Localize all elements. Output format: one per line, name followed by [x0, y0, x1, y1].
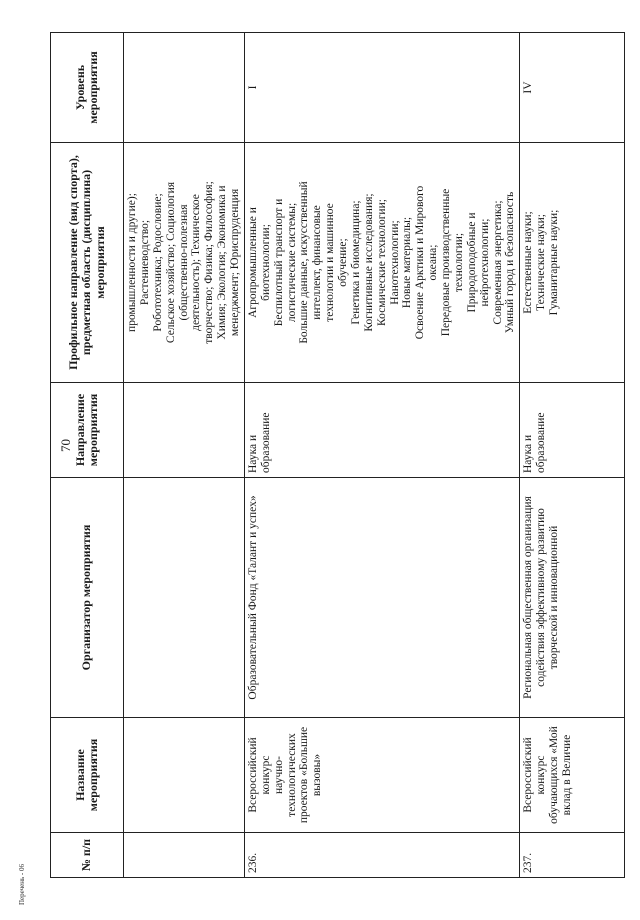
name-line: Всероссийский конкурс: [246, 737, 272, 813]
profile-line: интеллект, финансовые: [311, 205, 324, 320]
profile-line: Освоение Арктики и Мирового: [414, 185, 427, 340]
cell-direction: [520, 383, 625, 478]
profile-line: Современная энергетика;: [491, 200, 504, 325]
profile-line: океана;: [427, 244, 440, 281]
cell-name: [520, 718, 625, 833]
cell-num: 237.: [520, 833, 625, 878]
profile-line: Химия; Экология; Экономика и: [216, 185, 229, 340]
profile-line: Беспилотный транспорт и: [272, 198, 285, 327]
profile-line: Растениеводство;: [138, 219, 151, 306]
events-table: [50, 32, 625, 878]
header-organizer: Организатор мероприятия: [51, 478, 124, 718]
name-line: Всероссийский конкурс: [522, 737, 548, 813]
header-direction: Направление мероприятия: [51, 383, 124, 478]
name-line: проектов «Большие: [298, 726, 311, 824]
organizer-line: творческой и инновационной: [548, 525, 560, 670]
header-level: Уровень мероприятия: [51, 33, 124, 143]
profile-line: творчество; Физика; Философия;: [203, 181, 216, 344]
profile-line: Передовые производственные: [440, 188, 452, 337]
cell-num: [124, 833, 245, 878]
profile-line: обучение;: [337, 238, 349, 287]
page-number: 70: [58, 439, 73, 452]
profile-line: Умный город и безопасность: [504, 191, 517, 334]
profile-line: нейротехнологии;: [478, 218, 491, 307]
profile-line: деятельность); Техническое: [190, 194, 203, 331]
rotated-table-wrapper: [50, 33, 620, 878]
cell-name: [244, 718, 519, 833]
cell-profile: [244, 143, 519, 383]
cell-direction: [244, 383, 519, 478]
table-row: [520, 33, 625, 878]
profile-line: менеджмент; Юриспруденция: [229, 188, 241, 337]
cell-num: 236.: [244, 833, 519, 878]
profile-line: логистические системы;: [285, 202, 298, 323]
profile-line: Робототехника; Родословие;: [151, 193, 164, 332]
cell-organizer: Образовательный Фонд «Талант и успех»: [244, 478, 519, 718]
organizer-line: Региональная общественная организация: [522, 496, 535, 699]
profile-line: Генетика и биомедицина;: [349, 200, 362, 325]
footer-note: Перечень - 06: [18, 864, 26, 905]
name-line: вклад в Величие: [560, 734, 573, 816]
cell-name: [124, 718, 245, 833]
cell-profile: [520, 143, 625, 383]
table-row: [244, 33, 519, 878]
profile-line: Сельское хозяйство; Социология: [164, 181, 177, 344]
profile-line: биотехнологии;: [259, 224, 272, 301]
name-line: технологических: [285, 733, 298, 817]
profile-line: Технические науки;: [535, 214, 548, 311]
profile-line: Новые материалы;: [401, 216, 414, 309]
cell-profile: [124, 143, 245, 383]
profile-line: Естественные науки;: [522, 211, 535, 314]
cell-organizer: [124, 478, 245, 718]
profile-line: Большие данные, искусственный: [298, 181, 311, 344]
profile-line: Агропромышленные и: [246, 207, 259, 318]
profile-line: Гуманитарные науки;: [548, 209, 560, 316]
header-num: № п/п: [51, 833, 124, 878]
direction-line: Наука и: [522, 434, 535, 473]
organizer-line: содействия эффективному развитию: [535, 508, 548, 687]
profile-line: Когнитивные исследования;: [362, 193, 375, 332]
cell-organizer: [520, 478, 625, 718]
table-header-row: [51, 33, 124, 878]
profile-line: технологии;: [452, 232, 465, 293]
profile-line: технологии и машинное: [324, 203, 337, 322]
direction-line: образование: [535, 412, 548, 473]
name-line: обучающихся «Мой: [548, 726, 560, 824]
profile-line: Нанотехнологии;: [388, 220, 401, 305]
profile-line: промышленности и другие);: [126, 193, 138, 332]
profile-line: (общественно-полезная: [177, 204, 190, 321]
direction-line: Наука и: [246, 434, 259, 473]
cell-direction: [124, 383, 245, 478]
name-line: научно-: [272, 756, 285, 794]
cell-level: [124, 33, 245, 143]
table-row-continued: [124, 33, 245, 878]
cell-level: IV: [520, 33, 625, 143]
profile-line: Природоподобные и: [465, 212, 478, 313]
cell-level: I: [244, 33, 519, 143]
header-name: Название мероприятия: [51, 718, 124, 833]
direction-line: образование: [259, 412, 272, 473]
name-line: вызовы»: [311, 753, 324, 797]
header-profile: Профильное направление (вид спорта), предметная область (дисциплина) мероприятия: [51, 143, 124, 383]
profile-line: Космические технологии;: [375, 199, 388, 326]
